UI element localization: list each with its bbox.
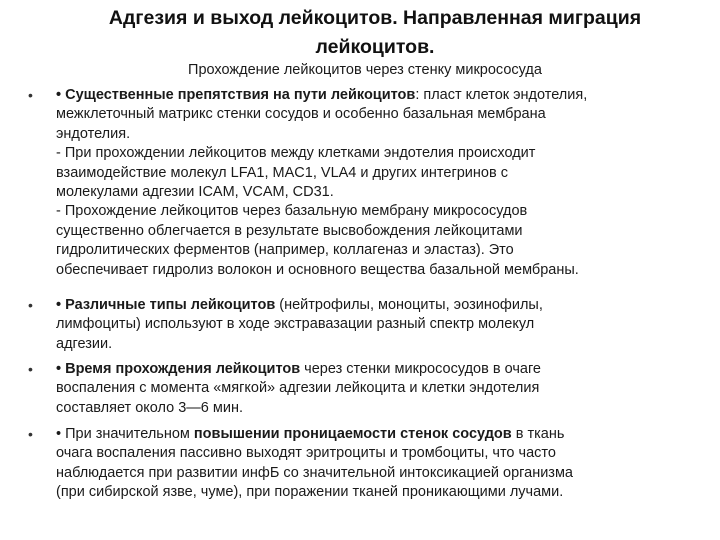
- slide-subtitle: Прохождение лейкоцитов через стенку микрососуда: [188, 62, 542, 78]
- bullet-text: [56, 86, 696, 280]
- bullet-line: составляет около 3—6 мин.: [56, 399, 243, 416]
- bullet-line-text: • При значительном: [56, 426, 194, 442]
- bullet-line: [56, 296, 696, 315]
- bullet-line: воспаления с момента «мягкой» адгезии лейкоцита и клетки эндотелия: [56, 380, 540, 397]
- bullet-line: адгезии.: [56, 335, 113, 352]
- bullet-marker: •: [28, 297, 33, 313]
- bullet-line: гидролитических ферментов (например, коллагеназ и эластаз). Это: [56, 242, 514, 259]
- bullet-line: молекулами адгезии ICAM, VCAM, CD31.: [56, 184, 334, 201]
- bullet-lead: • Различные типы лейкоцитов: [56, 297, 276, 313]
- bullet-line: (при сибирской язве, чуме), при поражении тканей проникающими лучами.: [56, 484, 564, 501]
- bullet-line-text: : пласт клеток эндотелия,: [415, 87, 588, 103]
- bullet-marker: •: [28, 87, 33, 103]
- bullet-lead: повышении проницаемости стенок сосудов: [193, 426, 512, 442]
- bullet-text: [56, 425, 696, 503]
- bullet-line-text: (нейтрофилы, моноциты, эозинофилы,: [275, 297, 543, 313]
- bullet-text: [56, 296, 696, 354]
- bullet-line-text: через стенки микрососудов в очаге: [300, 361, 541, 377]
- bullet-line: [56, 86, 696, 105]
- bullet-lead: • Существенные препятствия на пути лейкоцитов: [56, 87, 416, 103]
- bullet-line: - Прохождение лейкоцитов через базальную мембрану микрососудов: [56, 203, 528, 220]
- bullet-line: [56, 425, 696, 444]
- bullet-line-text: в ткань: [511, 426, 565, 442]
- bullet-marker: •: [28, 361, 33, 377]
- title-line-2: лейкоцитов.: [315, 36, 435, 58]
- bullet-line: существенно облегчается в результате высвобождения лейкоцитами: [56, 222, 523, 239]
- bullet-lead: • Время прохождения лейкоцитов: [56, 361, 301, 377]
- bullet-line: наблюдается при развитии инфБ со значительной интоксикацией организма: [56, 464, 573, 481]
- bullet-line: - При прохождении лейкоцитов между клетками эндотелия происходит: [56, 145, 536, 162]
- bullet-line: обеспечивает гидролиз волокон и основного вещества базальной мембраны.: [56, 261, 579, 278]
- bullet-marker: •: [28, 426, 33, 442]
- bullet-line: лимфоциты) используют в ходе экстравазации разный спектр молекул: [56, 316, 535, 333]
- bullet-line: межклеточный матрикс стенки сосудов и особенно базальная мембрана: [56, 106, 546, 123]
- title-line-1: Адгезия и выход лейкоцитов. Направленная миграция: [108, 7, 642, 29]
- bullet-line: очага воспаления пассивно выходят эритроциты и тромбоциты, что часто: [56, 445, 556, 462]
- bullet-line: взаимодействие молекул LFA1, MAC1, VLA4 и других интегринов с: [56, 164, 508, 181]
- bullet-line: [56, 360, 696, 379]
- bullet-line: эндотелия.: [56, 125, 131, 142]
- slide-title: [70, 4, 680, 62]
- bullet-text: [56, 360, 696, 418]
